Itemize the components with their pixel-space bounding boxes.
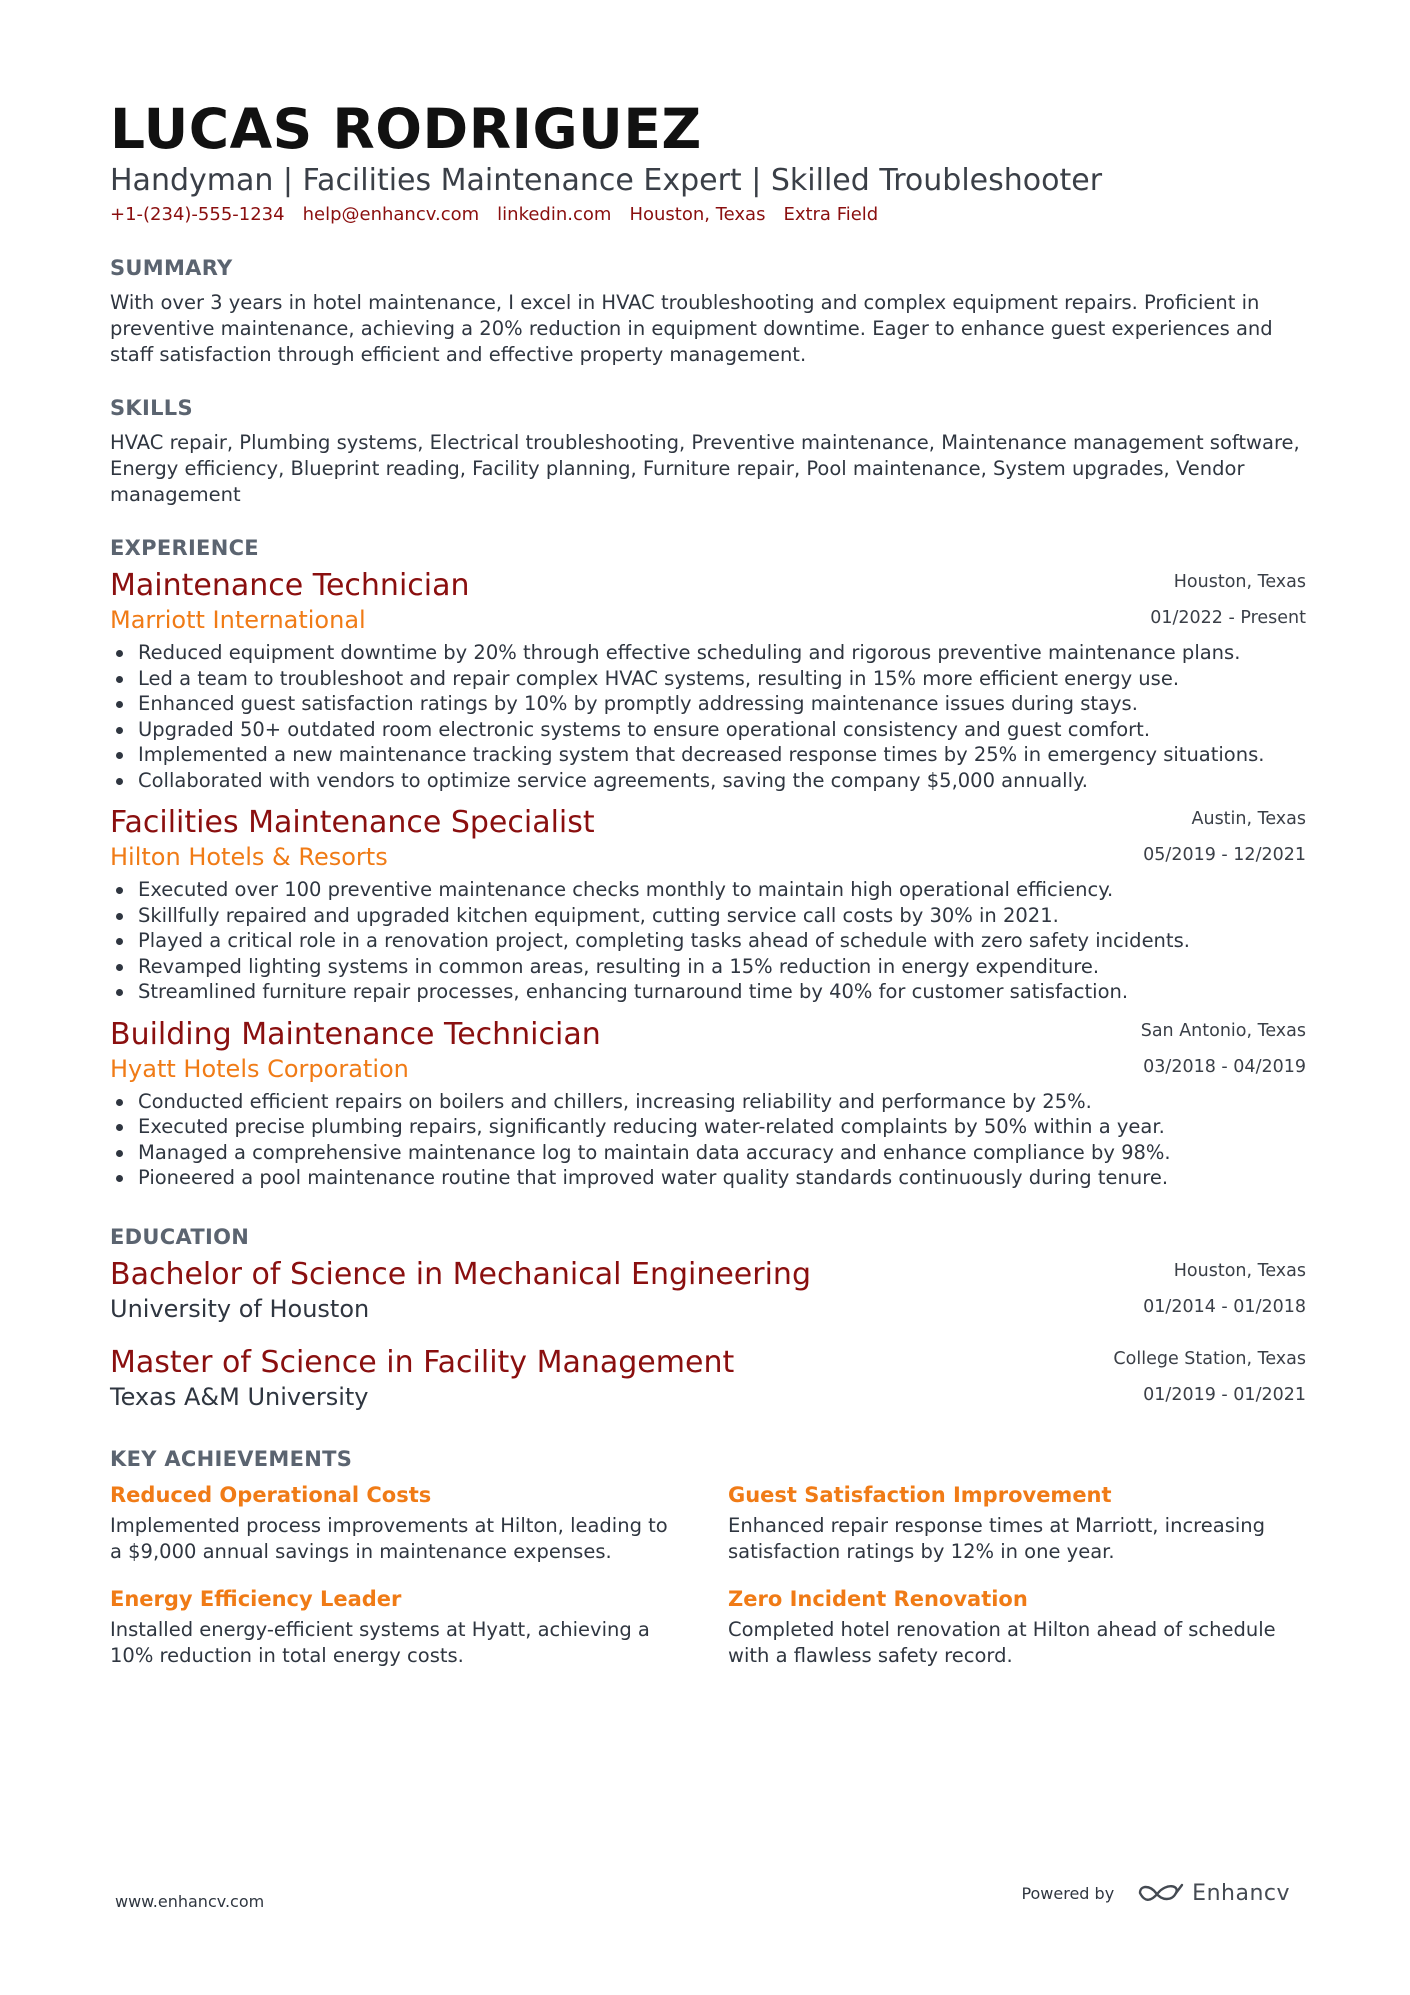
achievement-title: Zero Incident Renovation	[728, 1586, 1028, 1611]
achievement-item	[728, 1481, 1306, 1565]
achievements-grid	[110, 1481, 1306, 1669]
experience-entry	[110, 1017, 1306, 1191]
job-bullets	[110, 1089, 1306, 1191]
section-heading-summary: SUMMARY	[110, 256, 233, 280]
footer-branding	[1021, 1880, 1290, 1906]
summary-section	[110, 256, 1306, 368]
contact-row	[110, 202, 1306, 228]
job-dates: 03/2018 - 04/2019	[1143, 1056, 1306, 1077]
experience-entry	[110, 568, 1306, 793]
achievement-desc: Enhanced repair response times at Marriott, increasing satisfaction ratings by 12% in one year.	[728, 1513, 1266, 1563]
achievement-title: Reduced Operational Costs	[110, 1482, 432, 1507]
job-location: Houston, Texas	[1173, 572, 1306, 592]
section-heading-experience: EXPERIENCE	[110, 536, 259, 560]
job-bullet: Upgraded 50+ outdated room electronic systems to ensure operational consistency and guest comfort.	[110, 717, 1306, 743]
job-bullets	[110, 877, 1306, 1005]
job-company: Hyatt Hotels Corporation	[110, 1054, 409, 1083]
education-entry	[110, 1345, 1306, 1413]
achievement-item	[110, 1585, 728, 1669]
job-company: Hilton Hotels & Resorts	[110, 843, 388, 871]
job-bullet: Enhanced guest satisfaction ratings by 10% by promptly addressing maintenance issues during stays.	[110, 691, 1306, 717]
brand-logo[interactable]	[1136, 1880, 1290, 1906]
job-company: Marriott International	[110, 606, 366, 634]
education-entry	[110, 1257, 1306, 1325]
candidate-title: Handyman | Facilities Maintenance Expert | Skilled Troubleshooter	[110, 163, 1103, 198]
achievement-title: Energy Efficiency Leader	[110, 1586, 402, 1611]
experience-entry	[110, 805, 1306, 1005]
contact-email[interactable]: help@enhancv.com	[302, 204, 480, 225]
job-bullet: Streamlined furniture repair processes, enhancing turnaround time by 40% for customer satisfaction.	[110, 979, 1306, 1005]
job-title: Facilities Maintenance Specialist	[110, 805, 595, 840]
education-section	[110, 1225, 1306, 1413]
achievement-desc: Completed hotel renovation at Hilton ahead of schedule with a flawless safety record.	[728, 1617, 1276, 1667]
skills-section	[110, 396, 1306, 508]
school-name: Texas A&M University	[110, 1382, 369, 1411]
contact-linkedin[interactable]: linkedin.com	[497, 204, 612, 225]
achievement-item	[110, 1481, 728, 1565]
summary-text: With over 3 years in hotel maintenance, I excel in HVAC troubleshooting and complex equipment repairs. Proficient in preventive maintenance, achieving a 20% reduction in equipment downtime. Eager to enhance guest experiences and staff satisfaction through efficient and effective property management.	[110, 291, 1273, 366]
job-bullet: Skillfully repaired and upgraded kitchen equipment, cutting service call costs by 30% in 2021.	[110, 903, 1306, 929]
school-location: College Station, Texas	[1113, 1348, 1306, 1369]
skills-text: HVAC repair, Plumbing systems, Electrical troubleshooting, Preventive maintenance, Maintenance management software, Energy efficiency, Blueprint reading, Facility planning, Furniture repair, Pool maintenance, System upgrades, Vendor management	[110, 431, 1300, 506]
job-dates: 05/2019 - 12/2021	[1143, 845, 1306, 865]
job-location: Austin, Texas	[1191, 809, 1306, 829]
job-bullet: Pioneered a pool maintenance routine that improved water quality standards continuously during tenure.	[110, 1165, 1306, 1191]
job-bullets	[110, 640, 1306, 793]
school-dates: 01/2019 - 01/2021	[1143, 1384, 1306, 1405]
achievement-desc: Installed energy-efficient systems at Hyatt, achieving a 10% reduction in total energy costs.	[110, 1617, 650, 1667]
contact-extra: Extra Field	[783, 204, 879, 225]
powered-by-label: Powered by	[1021, 1883, 1115, 1903]
job-title: Maintenance Technician	[110, 568, 470, 603]
job-location: San Antonio, Texas	[1140, 1020, 1306, 1041]
job-title: Building Maintenance Technician	[110, 1016, 601, 1052]
job-bullet: Revamped lighting systems in common areas, resulting in a 15% reduction in energy expenditure.	[110, 954, 1306, 980]
school-location: Houston, Texas	[1173, 1260, 1306, 1281]
achievement-item	[728, 1585, 1306, 1669]
candidate-name: LUCAS RODRIGUEZ	[110, 97, 702, 161]
degree-title: Bachelor of Science in Mechanical Engineering	[110, 1256, 811, 1292]
contact-phone[interactable]: +1-(234)-555-1234	[110, 204, 285, 225]
job-dates: 01/2022 - Present	[1150, 608, 1306, 628]
degree-title: Master of Science in Facility Management	[110, 1344, 735, 1380]
brand-name: Enhancv	[1192, 1880, 1290, 1906]
achievement-title: Guest Satisfaction Improvement	[728, 1482, 1112, 1507]
achievement-desc: Implemented process improvements at Hilton, leading to a $9,000 annual savings in maintenance expenses.	[110, 1513, 668, 1563]
contact-location: Houston, Texas	[629, 204, 766, 225]
job-bullet: Executed precise plumbing repairs, significantly reducing water-related complaints by 50% within a year.	[110, 1114, 1306, 1140]
experience-section	[110, 536, 1306, 1191]
resume-page	[110, 98, 1306, 1669]
job-bullet: Managed a comprehensive maintenance log to maintain data accuracy and enhance compliance by 98%.	[110, 1140, 1306, 1166]
school-dates: 01/2014 - 01/2018	[1143, 1296, 1306, 1317]
section-heading-achievements: KEY ACHIEVEMENTS	[110, 1446, 353, 1471]
job-bullet: Implemented a new maintenance tracking system that decreased response times by 25% in emergency situations.	[110, 742, 1306, 768]
footer-website[interactable]: www.enhancv.com	[115, 1892, 265, 1911]
job-bullet: Led a team to troubleshoot and repair complex HVAC systems, resulting in 15% more efficient energy use.	[110, 666, 1306, 692]
job-bullet: Played a critical role in a renovation project, completing tasks ahead of schedule with zero safety incidents.	[110, 928, 1306, 954]
job-bullet: Reduced equipment downtime by 20% through effective scheduling and rigorous preventive maintenance plans.	[110, 640, 1306, 666]
job-bullet: Conducted efficient repairs on boilers and chillers, increasing reliability and performance by 25%.	[110, 1089, 1306, 1115]
section-heading-skills: SKILLS	[110, 396, 193, 420]
job-bullet: Collaborated with vendors to optimize service agreements, saving the company $5,000 annually.	[110, 768, 1306, 794]
job-bullet: Executed over 100 preventive maintenance checks monthly to maintain high operational efficiency.	[110, 877, 1306, 903]
school-name: University of Houston	[110, 1294, 370, 1323]
section-heading-education: EDUCATION	[110, 1224, 250, 1249]
achievements-section	[110, 1447, 1306, 1669]
enhancv-logo-icon	[1136, 1880, 1184, 1906]
